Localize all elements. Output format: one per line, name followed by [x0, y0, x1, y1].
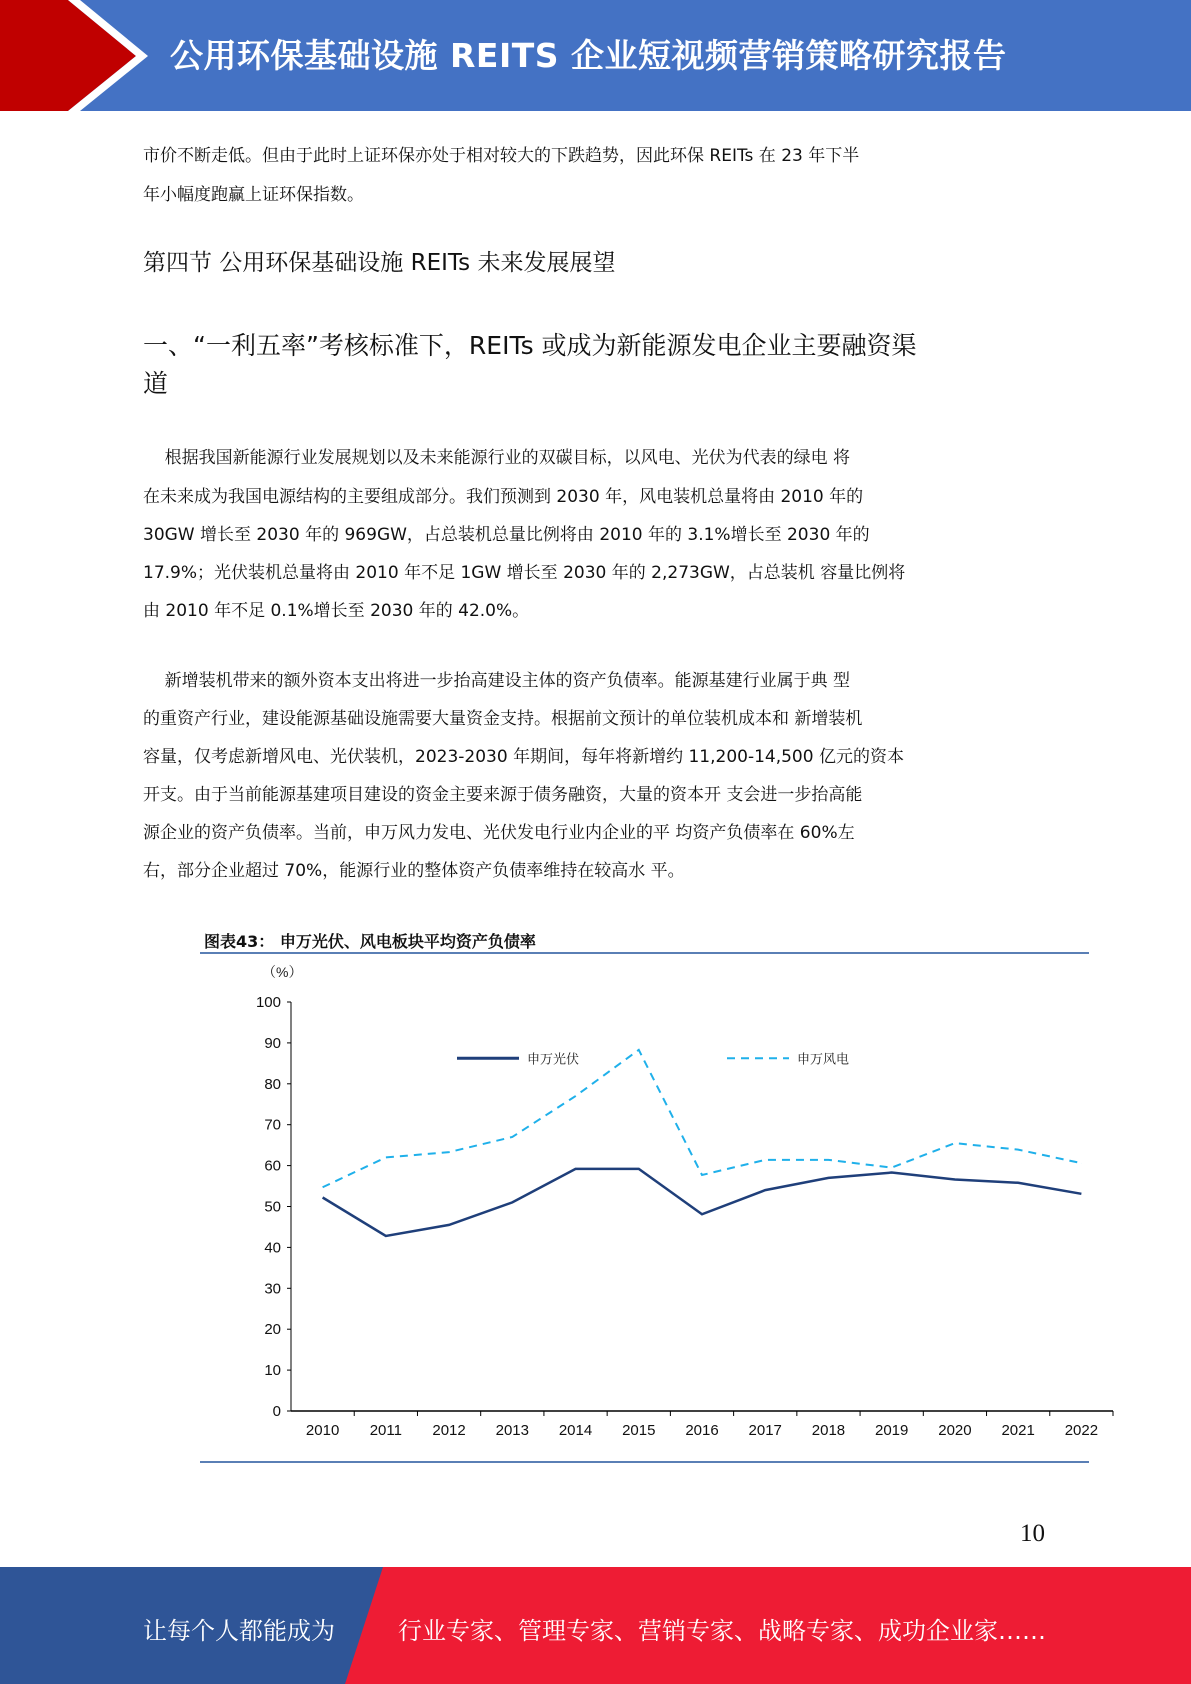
x-tick-label: 2016	[685, 1422, 719, 1439]
x-tick-label: 2020	[938, 1422, 972, 1439]
report-title: 公用环保基础设施 REITS 企业短视频营销策略研究报告	[170, 36, 1007, 75]
sub-heading: 一、“一利五率”考核标准下，REITs 或成为新能源发电企业主要融资渠	[143, 331, 917, 360]
body-line: 右，部分企业超过 70%，能源行业的整体资产负债率维持在较高水 平。	[143, 861, 685, 881]
y-tick-label: 70	[264, 1116, 281, 1134]
legend-label-0: 申万光伏	[527, 1051, 580, 1067]
x-tick-label: 2015	[622, 1422, 656, 1439]
chart-title: 图表43： 申万光伏、风电板块平均资产负债率	[204, 932, 536, 951]
y-tick-label: 0	[272, 1403, 281, 1420]
body-line: 新增装机带来的额外资本支出将进一步抬高建设主体的资产负债率。能源基建行业属于典 型	[143, 671, 851, 691]
body-line: 在未来成为我国电源结构的主要组成部分。我们预测到 2030 年，风电装机总量将由 2010 年的	[143, 487, 864, 507]
x-tick-label: 2014	[558, 1422, 593, 1439]
body-line: 年小幅度跑赢上证环保指数。	[143, 185, 364, 205]
y-tick-label: 90	[264, 1034, 281, 1052]
x-tick-label: 2022	[1064, 1422, 1099, 1439]
x-tick-label: 2013	[495, 1422, 529, 1439]
y-tick-label: 60	[264, 1157, 281, 1175]
footer-slogan-right: 行业专家、管理专家、营销专家、战略专家、成功企业家……	[398, 1617, 1046, 1645]
x-tick-label: 2017	[748, 1422, 782, 1439]
y-tick-label: 100	[255, 994, 281, 1011]
y-axis-unit: （%）	[262, 964, 303, 980]
body-line: 开支。由于当前能源基建项目建设的资金主要来源于债务融资，大量的资本开 支会进一步抬高能	[143, 785, 863, 805]
footer-slogan-left: 让每个人都能成为	[143, 1617, 335, 1645]
y-tick-label: 40	[264, 1239, 281, 1257]
x-tick-label: 2018	[811, 1422, 846, 1439]
body-line: 30GW 增长至 2030 年的 969GW，占总装机总量比例将由 2010 年的 3.1%增长至 2030 年的	[143, 525, 870, 545]
x-tick-label: 2021	[1001, 1422, 1035, 1439]
chart-top-rule	[200, 952, 1089, 954]
body-line: 容量，仅考虑新增风电、光伏装机，2023-2030 年期间，每年将新增约 11,200-14,500 亿元的资本	[143, 747, 904, 767]
series-line-0	[323, 1169, 1082, 1236]
body-line: 根据我国新能源行业发展规划以及未来能源行业的双碳目标，以风电、光伏为代表的绿电 将	[143, 448, 851, 468]
y-tick-label: 50	[264, 1198, 281, 1216]
body-line: 源企业的资产负债率。当前，申万风力发电、光伏发电行业内企业的平 均资产负债率在 60%左	[143, 823, 855, 843]
sub-heading: 道	[143, 369, 169, 398]
y-tick-label: 10	[264, 1362, 281, 1380]
section-heading: 第四节 公用环保基础设施 REITs 未来发展展望	[143, 250, 616, 276]
body-line: 市价不断走低。但由于此时上证环保亦处于相对较大的下跌趋势，因此环保 REITs 在 23 年下半	[143, 146, 860, 166]
y-tick-label: 30	[264, 1280, 281, 1298]
x-tick-label: 2019	[875, 1422, 909, 1439]
x-tick-label: 2012	[432, 1422, 466, 1439]
chart-bottom-rule	[200, 1461, 1089, 1463]
body-line: 由 2010 年不足 0.1%增长至 2030 年的 42.0%。	[143, 601, 530, 621]
x-tick-label: 2011	[369, 1422, 402, 1439]
body-line: 的重资产行业，建设能源基础设施需要大量资金支持。根据前文预计的单位装机成本和 新增装机	[143, 709, 863, 729]
line-chart	[200, 955, 1099, 1460]
x-tick-label: 2010	[305, 1422, 340, 1439]
body-line: 17.9%；光伏装机总量将由 2010 年不足 1GW 增长至 2030 年的 2,273GW，占总装机 容量比例将	[143, 563, 906, 583]
legend-label-1: 申万风电	[797, 1051, 850, 1067]
y-tick-label: 80	[264, 1075, 281, 1093]
series-line-1	[323, 1050, 1082, 1187]
page-number: 10	[1020, 1520, 1045, 1547]
y-tick-label: 20	[264, 1321, 281, 1339]
